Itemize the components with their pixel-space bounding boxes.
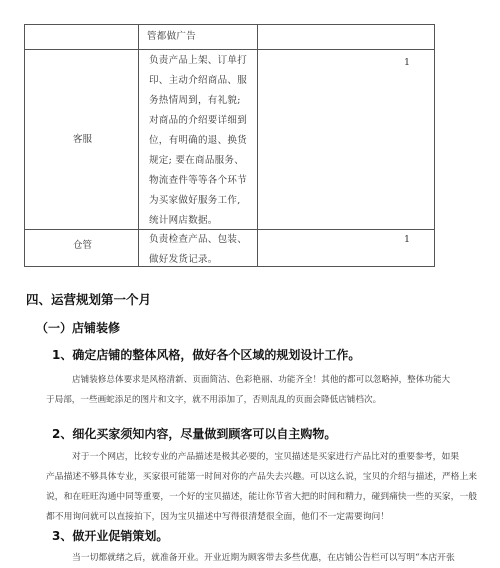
table-cell-role: 仓管 <box>73 240 93 251</box>
paragraph: 对于一个网店，比较专业的产品描述是极其必要的，宝贝描述是买家进行产品比对的重要参考，如果 产品描述不够具体专业，买家很可能第一时间对你的产品失去兴趣。可以这么说，宝贝的介绍与描述，严格上来 说，和在旺旺沟通中同等重要，一个好的宝贝描述，能让你节省大把的时间和精力，碰到痛快一些的买家，一般 都不用询问就可以直接拍下，因为宝贝描述中写得很清楚很全面，他们不一定需要询问！ <box>46 452 478 522</box>
table-cell-count: 1 <box>404 234 411 245</box>
paragraph: 店铺装修总体要求是风格清新、页面简洁、色彩艳丽、功能齐全！其他的都可以忽略掉，整体功能大 于局部，一些画蛇添足的图片和文字，就不用添加了，否则乱乱的页面会降低店铺档次。 <box>46 375 451 405</box>
table-cell-duty: 管都做广告 <box>147 31 197 42</box>
subsection-heading: （一）店铺装修 <box>36 321 121 335</box>
table-cell-duty: 负责检查产品、包装、 做好发货记录。 <box>149 234 248 265</box>
table-cell-count: 1 <box>404 57 411 68</box>
table-cell-duty: 负责产品上架、订单打 印、主动介绍商品、服 务热情周到，有礼貌; 对商品的介绍要详细到 位，有明确的退、换货 规定; 要在商品服务、 物流查件等等各个环节 为买家做好服务工作, 统计网店数据。 <box>149 55 248 226</box>
staff-duty-table <box>24 24 435 267</box>
item-heading: 1、确定店铺的整体风格，做好各个区域的规划设计工作。 <box>52 348 361 362</box>
paragraph: 当一切都就绪之后，就准备开业。开业近期为顾客带去多些优惠，在店铺公告栏可以写明“本店开张 <box>72 553 455 563</box>
item-heading: 3、做开业促销策划。 <box>52 529 169 543</box>
section-heading: 四、运营规划第一个月 <box>26 292 152 307</box>
table-row-divider <box>25 49 434 50</box>
item-heading: 2、细化买家须知内容，尽量做到顾客可以自主购物。 <box>52 427 337 441</box>
table-cell-role: 客服 <box>73 134 93 145</box>
